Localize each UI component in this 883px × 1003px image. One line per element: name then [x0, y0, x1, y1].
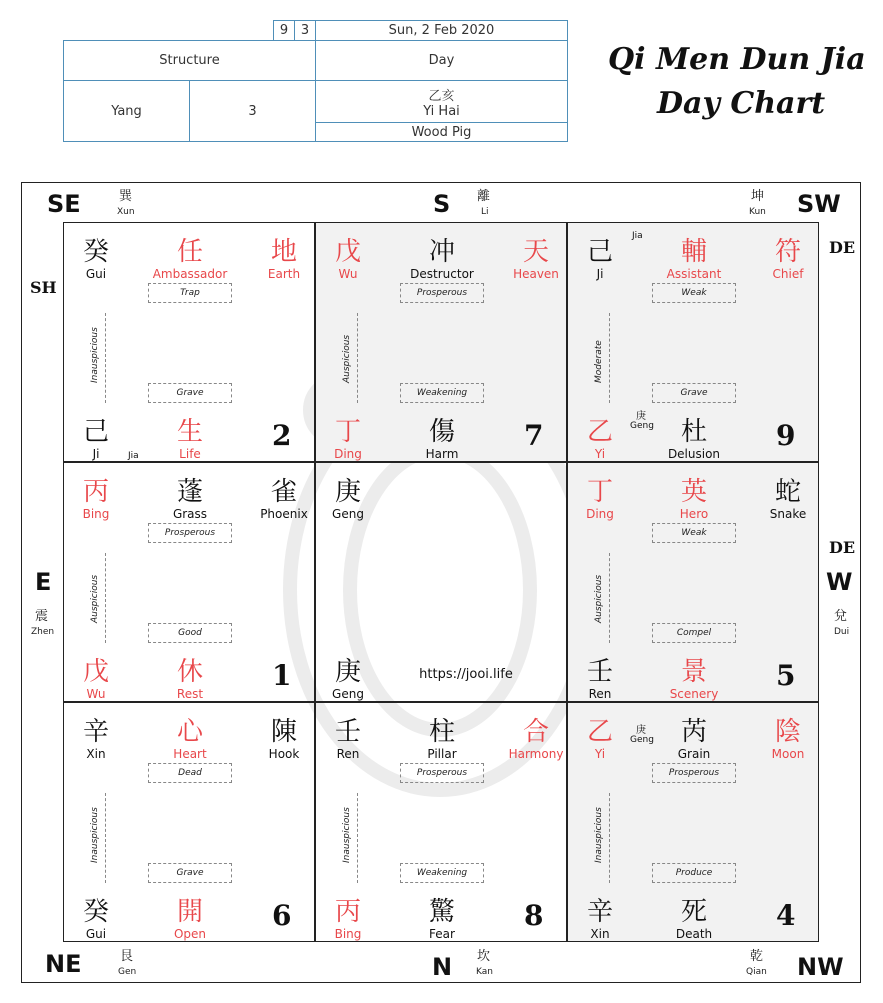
heaven-stem-cjk: 丙 — [82, 477, 109, 507]
trigram-zhen: Zhen — [31, 627, 55, 637]
top-status-box: Dead — [148, 763, 232, 783]
top-status-box: Weak — [652, 283, 736, 303]
center-stem-cjk: 庚 — [334, 477, 361, 507]
dir-n: N — [432, 953, 453, 981]
heaven-stem: Wu — [338, 267, 358, 281]
trigram-xun: Xun — [117, 207, 135, 217]
header-num-b: 3 — [294, 20, 316, 41]
palace-number: 1 — [272, 659, 292, 692]
star-cjk: 蓬 — [176, 477, 203, 507]
dir-e: E — [35, 568, 52, 596]
side-status: Moderate — [594, 340, 604, 383]
top-status-box: Prosperous — [652, 763, 736, 783]
deity-cjk: 地 — [270, 237, 297, 267]
door-name: Harm — [425, 447, 459, 461]
bottom-status-box: Good — [148, 623, 232, 643]
side-dashed-line — [357, 313, 358, 403]
earth-stem-cjk: 乙 — [586, 417, 613, 447]
trigram-gen: Gen — [118, 967, 137, 977]
heaven-stem: Bing — [82, 507, 110, 521]
deity-cjk: 雀 — [270, 477, 297, 507]
side-dashed-line — [105, 793, 106, 883]
heaven-stem-cjk: 壬 — [334, 717, 361, 747]
door-cjk: 驚 — [428, 897, 455, 927]
earth-stem-cjk: 戊 — [82, 657, 109, 687]
palace-p9 — [567, 222, 819, 462]
dir-sw: SW — [797, 190, 841, 218]
side-dashed-line — [609, 553, 610, 643]
earth-stem: Bing — [334, 927, 362, 941]
bottom-status-box: Produce — [652, 863, 736, 883]
heaven-stem-cjk: 辛 — [82, 717, 109, 747]
bottom-status-box: Grave — [148, 383, 232, 403]
star-name: Assistant — [666, 267, 722, 281]
star-cjk: 芮 — [680, 717, 707, 747]
hidden-stem-cjk: 庚 — [636, 411, 646, 422]
top-status-box: Prosperous — [148, 523, 232, 543]
deity-name: Chief — [772, 267, 804, 281]
side-dashed-line — [609, 793, 610, 883]
top-status-box: Prosperous — [400, 283, 484, 303]
earth-stem: Ji — [92, 447, 100, 461]
palace-number: 2 — [272, 419, 292, 452]
earth-stem: Yi — [594, 447, 606, 461]
center-stem-bottom: Geng — [332, 687, 364, 701]
bottom-status-box: Weakening — [400, 863, 484, 883]
center-stem-bottom-cjk: 庚 — [334, 657, 361, 687]
palace-p6 — [63, 702, 315, 942]
palace-p5 — [567, 462, 819, 702]
door-cjk: 杜 — [680, 417, 707, 447]
door-name: Death — [675, 927, 713, 941]
heaven-stem: Ji — [596, 267, 604, 281]
trigram-kun: Kun — [749, 207, 766, 217]
heaven-stem-cjk: 乙 — [586, 717, 613, 747]
earth-stem: Ding — [334, 447, 362, 461]
earth-stem: Wu — [86, 687, 106, 701]
deity-name: Phoenix — [260, 507, 308, 521]
side-dashed-line — [609, 313, 610, 403]
side-status: Auspicious — [594, 574, 604, 623]
door-cjk: 休 — [176, 657, 203, 687]
top-status-box: Weak — [652, 523, 736, 543]
star-name: Grain — [677, 747, 711, 761]
palace-number: 7 — [524, 419, 544, 452]
trigram-zhen-cjk: 震 — [35, 609, 49, 624]
deity-cjk: 符 — [774, 237, 801, 267]
palace-p2 — [63, 222, 315, 462]
bottom-status-box: Grave — [148, 863, 232, 883]
deity-name: Harmony — [508, 747, 564, 761]
door-name: Delusion — [667, 447, 721, 461]
side-dashed-line — [105, 553, 106, 643]
door-cjk: 生 — [176, 417, 203, 447]
top-status-box: Prosperous — [400, 763, 484, 783]
palace-number: 4 — [776, 899, 796, 932]
palace-p4 — [567, 702, 819, 942]
dir-s: S — [433, 190, 451, 218]
trigram-qian-cjk: 乾 — [750, 949, 764, 964]
earth-stem-cjk: 辛 — [586, 897, 613, 927]
title-line2: Day Chart — [657, 86, 826, 121]
star-cjk: 輔 — [680, 237, 707, 267]
side-status: Inauspicious — [90, 327, 100, 383]
deity-name: Earth — [267, 267, 301, 281]
star-cjk: 任 — [176, 237, 203, 267]
deity-cjk: 天 — [522, 237, 549, 267]
side-dashed-line — [105, 313, 106, 403]
door-cjk: 開 — [176, 897, 203, 927]
door-name: Scenery — [669, 687, 719, 701]
earth-stem-cjk: 丁 — [334, 417, 361, 447]
header-num-a: 9 — [273, 20, 295, 41]
heaven-stem: Yi — [594, 747, 606, 761]
palace-p7 — [315, 222, 567, 462]
earth-stem-cjk: 丙 — [334, 897, 361, 927]
top-status-box: Trap — [148, 283, 232, 303]
star-cjk: 心 — [176, 717, 203, 747]
palace-number: 6 — [272, 899, 292, 932]
side-status: Auspicious — [342, 334, 352, 383]
deity-name: Heaven — [513, 267, 559, 281]
deity-cjk: 蛇 — [774, 477, 801, 507]
header-date: Sun, 2 Feb 2020 — [315, 20, 568, 41]
door-cjk: 傷 — [428, 417, 455, 447]
palace-p8 — [315, 702, 567, 942]
door-cjk: 死 — [680, 897, 707, 927]
side-status: Inauspicious — [594, 807, 604, 863]
earth-stem: Gui — [85, 927, 107, 941]
website-url: https://jooi.life — [419, 667, 513, 682]
bottom-status-box: Grave — [652, 383, 736, 403]
deity-name: Moon — [771, 747, 805, 761]
side-status: Inauspicious — [342, 807, 352, 863]
door-name: Life — [179, 447, 201, 461]
door-name: Open — [173, 927, 207, 941]
palace-number: 9 — [776, 419, 796, 452]
star-name: Heart — [173, 747, 207, 761]
palace-center — [315, 462, 567, 702]
trigram-qian: Qian — [746, 967, 767, 977]
heaven-stem: Gui — [85, 267, 107, 281]
day-pinyin: Yi Hai — [423, 103, 460, 119]
structure-number: 3 — [189, 80, 316, 142]
heaven-stem-cjk: 癸 — [82, 237, 109, 267]
trigram-dui-cjk: 兌 — [834, 609, 848, 624]
side-status: Auspicious — [90, 574, 100, 623]
trigram-kun-cjk: 坤 — [751, 189, 765, 204]
star-cjk: 冲 — [428, 237, 455, 267]
trigram-gen-cjk: 艮 — [120, 949, 134, 964]
marker-de-mid: DE — [829, 538, 856, 557]
star-cjk: 柱 — [428, 717, 455, 747]
door-name: Fear — [429, 927, 455, 941]
extra-stem: Jia — [632, 231, 643, 241]
side-dashed-line — [357, 793, 358, 883]
day-pillar — [315, 80, 568, 123]
dir-ne: NE — [45, 950, 82, 978]
deity-cjk: 合 — [522, 717, 549, 747]
hidden-stem-cjk: 庚 — [636, 725, 646, 736]
heaven-stem: Ren — [336, 747, 360, 761]
trigram-xun-cjk: 巽 — [119, 189, 133, 204]
bottom-status-box: Weakening — [400, 383, 484, 403]
marker-sh: SH — [30, 278, 57, 297]
day-label: Day — [315, 40, 568, 81]
deity-cjk: 陳 — [270, 717, 297, 747]
palace-number: 8 — [524, 899, 544, 932]
earth-stem-cjk: 己 — [82, 417, 109, 447]
trigram-dui: Dui — [834, 627, 850, 637]
palace-number: 5 — [776, 659, 796, 692]
side-status: Inauspicious — [90, 807, 100, 863]
day-cjk: 乙亥 — [428, 88, 455, 104]
door-name: Rest — [176, 687, 204, 701]
earth-stem-cjk: 壬 — [586, 657, 613, 687]
earth-stem: Xin — [590, 927, 610, 941]
heaven-stem-cjk: 戊 — [334, 237, 361, 267]
star-name: Hero — [679, 507, 709, 521]
trigram-kan: Kan — [476, 967, 493, 977]
palace-p1 — [63, 462, 315, 702]
door-cjk: 景 — [680, 657, 707, 687]
trigram-kan-cjk: 坎 — [477, 949, 491, 964]
star-name: Grass — [172, 507, 208, 521]
title-line1: Qi Men Dun Jia — [608, 42, 866, 77]
deity-name: Snake — [769, 507, 807, 521]
star-name: Destructor — [410, 267, 474, 281]
yinyang-value: Yang — [63, 80, 190, 142]
star-name: Ambassador — [152, 267, 228, 281]
dir-se: SE — [47, 190, 81, 218]
heaven-stem: Ding — [586, 507, 614, 521]
hidden-stem: Geng — [630, 421, 654, 431]
earth-stem-cjk: 癸 — [82, 897, 109, 927]
deity-cjk: 陰 — [774, 717, 801, 747]
center-stem: Geng — [332, 507, 364, 521]
star-name: Pillar — [427, 747, 457, 761]
marker-de-top: DE — [829, 238, 856, 257]
heaven-stem-cjk: 丁 — [586, 477, 613, 507]
bottom-status-box: Compel — [652, 623, 736, 643]
heaven-stem-cjk: 己 — [586, 237, 613, 267]
deity-name: Hook — [268, 747, 300, 761]
day-english: Wood Pig — [315, 122, 568, 142]
hidden-stem: Geng — [630, 735, 654, 745]
heaven-stem: Xin — [86, 747, 106, 761]
dir-nw: NW — [797, 953, 844, 981]
dir-w: W — [826, 568, 853, 596]
star-cjk: 英 — [680, 477, 707, 507]
trigram-li: Li — [481, 207, 489, 217]
structure-label: Structure — [63, 40, 316, 81]
earth-stem: Ren — [588, 687, 612, 701]
extra-stem: Jia — [128, 451, 139, 461]
trigram-li-cjk: 離 — [477, 189, 491, 204]
